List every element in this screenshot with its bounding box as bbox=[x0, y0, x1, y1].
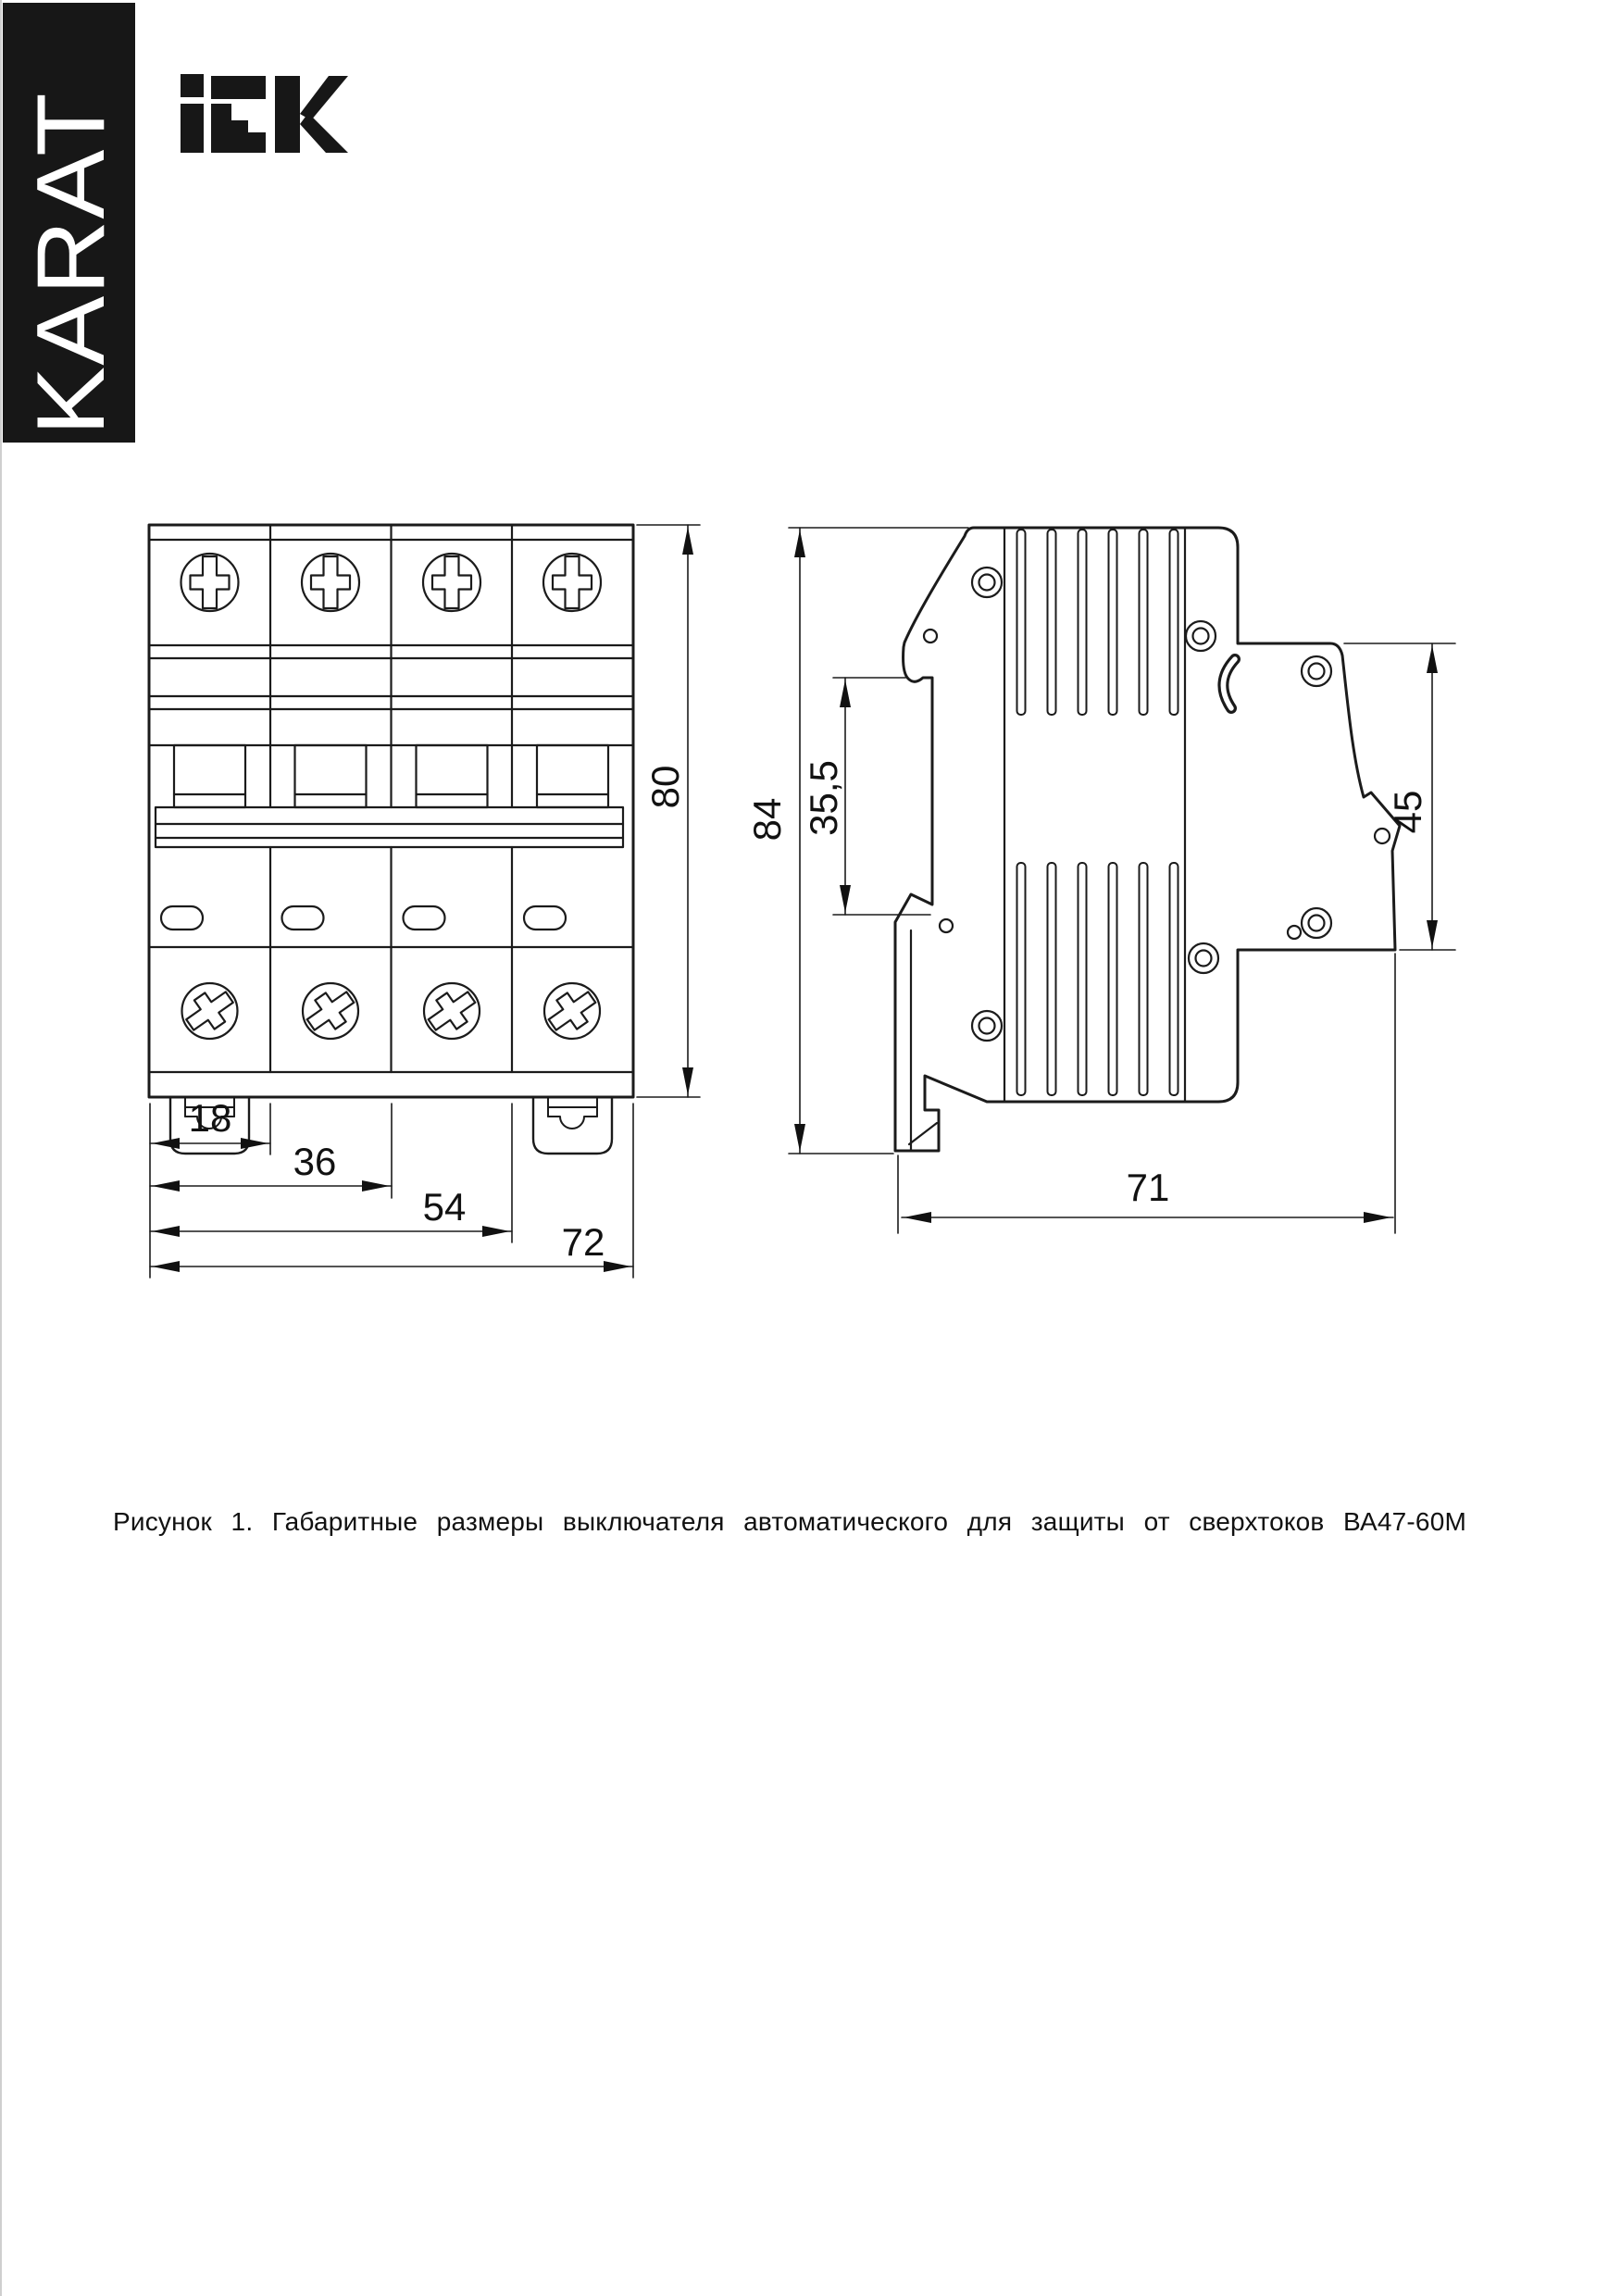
ventilation-slots-bottom bbox=[1017, 863, 1178, 1095]
karat-banner-label: KARAT bbox=[18, 92, 125, 436]
marking-windows bbox=[161, 906, 566, 930]
front-view bbox=[149, 525, 700, 1278]
screw-icon bbox=[542, 983, 602, 1040]
screw-icon bbox=[181, 554, 239, 611]
toggle-tie-bar bbox=[156, 807, 623, 847]
side-view bbox=[745, 528, 1455, 1233]
curved-slot bbox=[1223, 659, 1235, 708]
dimension-height-84 bbox=[745, 528, 968, 1154]
dim-label-72: 72 bbox=[561, 1220, 605, 1264]
dimension-chain-width bbox=[150, 1096, 633, 1278]
front-body-lines bbox=[149, 525, 633, 1072]
screw-icon bbox=[301, 983, 360, 1040]
screw-icon bbox=[180, 983, 239, 1040]
dim-label-54: 54 bbox=[422, 1185, 467, 1229]
dim-label-80: 80 bbox=[643, 765, 688, 809]
screw-icon bbox=[423, 554, 480, 611]
dim-label-36: 36 bbox=[293, 1140, 337, 1183]
din-clip-right bbox=[533, 1098, 612, 1154]
dim-label-84: 84 bbox=[745, 797, 790, 842]
dim-label-18: 18 bbox=[188, 1096, 232, 1140]
dimension-height-80 bbox=[637, 525, 700, 1097]
dim-label-45: 45 bbox=[1386, 790, 1430, 834]
figure-caption: Рисунок 1. Габаритные размеры выключателя автоматического для защиты от сверхтоков ВА47-60М bbox=[113, 1507, 1466, 1536]
screw-icon bbox=[422, 983, 481, 1040]
iek-logo bbox=[181, 74, 348, 153]
dim-label-35-5: 35,5 bbox=[802, 760, 846, 836]
ventilation-slots-top bbox=[1017, 530, 1178, 715]
screw-icon bbox=[543, 554, 601, 611]
dimension-din-rail-35-5 bbox=[802, 678, 930, 915]
dim-label-71: 71 bbox=[1126, 1166, 1170, 1209]
screw-icon bbox=[302, 554, 359, 611]
dimension-right-45 bbox=[1344, 643, 1455, 950]
screw-bosses bbox=[924, 568, 1390, 1041]
